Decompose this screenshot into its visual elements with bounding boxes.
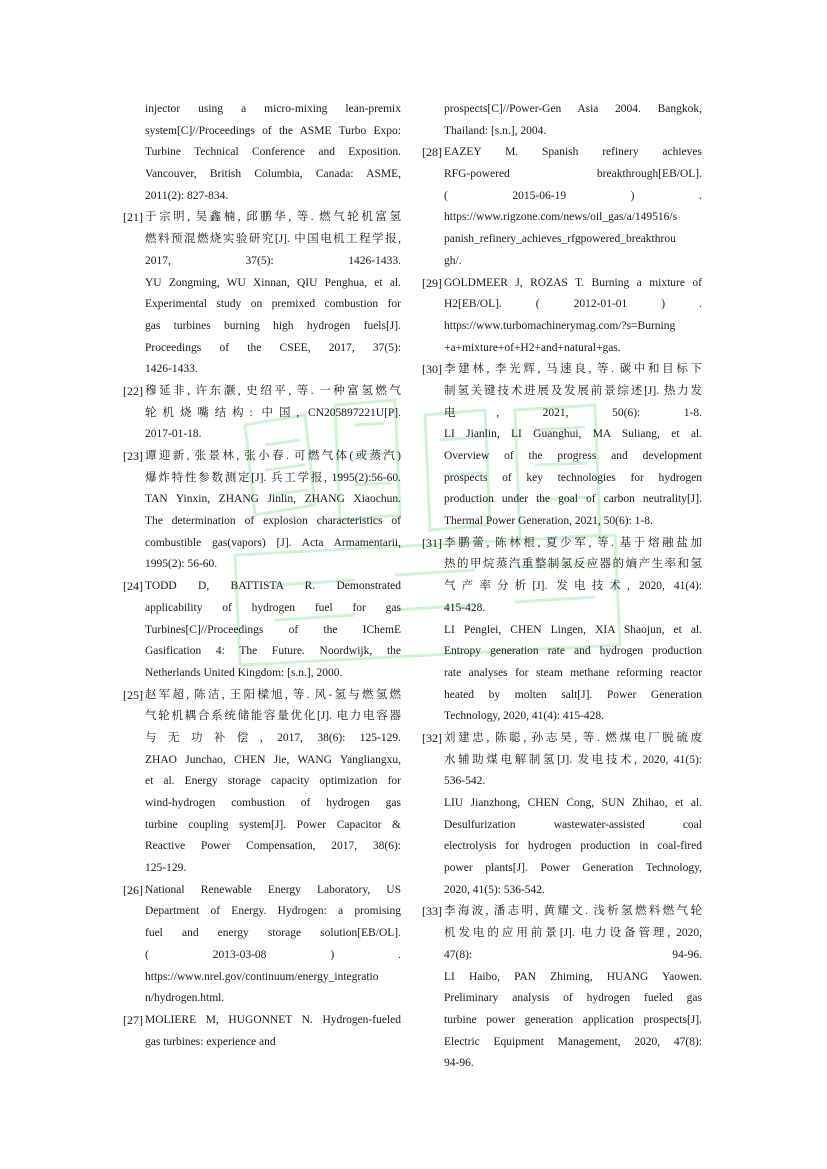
reference-line: 电, 2021, 50(6): 1-8.: [444, 406, 702, 419]
reference-line: Turbine Technical Conference and Exposition.: [145, 146, 401, 159]
reference-line: 水辅助煤电解制氢[J]. 发电技术, 2020, 41(5):: [444, 753, 702, 766]
reference-line: wind-hydrogen combustion of hydrogen gas: [145, 797, 401, 809]
reference-line: Gasification 4: The Future. Noordwijk, the: [145, 645, 401, 658]
reference-line: 94-96.: [444, 1057, 474, 1070]
reference-number: [27]: [123, 1012, 143, 1027]
reference-line: 李海波, 潘志明, 黄耀文. 浅析氢燃料燃气轮: [444, 905, 702, 918]
reference-line: turbine power generation application prospects[J].: [444, 1013, 702, 1026]
reference-line: 1426-1433.: [145, 363, 198, 376]
reference-entry: [123, 576, 401, 684]
reference-line: Turbines[C]//Proceedings of the IChemE: [145, 623, 401, 636]
reference-entry: [422, 901, 702, 1075]
reference-line: ZHAO Junchao, CHEN Jie, WANG Yangliangxu,: [145, 753, 401, 766]
reference-line: 刘建忠, 陈聪, 孙志昊, 等. 燃煤电厂脱硫废: [444, 731, 702, 744]
reference-entry: [123, 381, 401, 446]
reference-line: electrolysis for hydrogen production in coal-fired: [444, 840, 702, 853]
reference-entry: [444, 99, 702, 142]
reference-number: [28]: [422, 145, 442, 160]
reference-entry: [422, 142, 702, 272]
reference-entry: [422, 273, 702, 360]
reference-line: power plants[J]. Power Generation Technology,: [444, 862, 702, 875]
reference-line[interactable]: https://www.nrel.gov/continuum/energy_integratio: [145, 970, 379, 983]
reference-number: [29]: [422, 275, 442, 290]
reference-line: TODD D, BATTISTA R. Demonstrated: [145, 580, 401, 593]
reference-line: 415-428.: [444, 601, 486, 614]
reference-line: 李建林, 李光辉, 马速良, 等. 碳中和目标下: [444, 363, 702, 376]
reference-line: combustible gas(vapors) [J]. Acta Armamentarii,: [145, 536, 401, 549]
reference-line: 机发电的应用前景[J]. 电力设备管理, 2020,: [444, 927, 702, 940]
reference-number: [32]: [422, 730, 442, 745]
reference-line: LI Haibo, PAN Zhiming, HUANG Yaowen.: [444, 970, 702, 983]
left-column: [123, 99, 401, 1053]
reference-line: LIU Jianzhong, CHEN Cong, SUN Zhihao, et al.: [444, 797, 702, 809]
reference-number: [33]: [422, 904, 442, 919]
reference-entry: [422, 359, 702, 533]
reference-line: 2011(2): 827-834.: [145, 189, 229, 202]
reference-entry: [422, 728, 702, 902]
reference-line: 谭迎新, 张景林, 张小春. 可燃气体(或蒸汽): [145, 450, 401, 462]
reference-line: 热的甲烷蒸汽重整制氢反应器的熵产生率和氢: [444, 558, 702, 571]
reference-line: Thermal Power Generation, 2021, 50(6): 1-8.: [444, 515, 653, 528]
reference-line: gas turbines: experience and: [145, 1035, 276, 1048]
reference-line: 李鹏蕾, 陈林根, 夏少军, 等. 基于熔融盐加: [444, 536, 702, 549]
reference-line: 2017, 37(5): 1426-1433.: [145, 254, 401, 267]
reference-line: EAZEY M. Spanish refinery achieves: [444, 146, 702, 159]
reference-line: turbine coupling system[J]. Power Capacitor &: [145, 818, 401, 831]
reference-line: Entropy generation rate and hydrogen production: [444, 645, 702, 658]
reference-number: [26]: [123, 882, 143, 897]
reference-line: Overview of the progress and development: [444, 450, 702, 462]
reference-line: Desulfurization wastewater-assisted coal: [444, 818, 702, 831]
reference-entry: [422, 533, 702, 728]
reference-line: prospects of key technologies for hydrogen: [444, 471, 702, 484]
reference-line: TAN Yinxin, ZHANG Jinlin, ZHANG Xiaochun.: [145, 493, 401, 506]
reference-line: ( 2013-03-08 ) .: [145, 948, 401, 961]
reference-line: 于宗明, 吴鑫楠, 邱鹏华, 等. 燃气轮机富氢: [145, 211, 401, 224]
reference-line: Proceedings of the CSEE, 2017, 37(5):: [145, 341, 401, 354]
reference-line: National Renewable Energy Laboratory, US: [145, 883, 401, 896]
reference-line: LI Penglei, CHEN Lingen, XIA Shaojun, et al.: [444, 623, 702, 636]
reference-line: 125-129.: [145, 862, 187, 875]
reference-line: gas turbines burning high hydrogen fuels[J].: [145, 319, 401, 332]
reference-line: 2020, 41(5): 536-542.: [444, 883, 545, 896]
reference-line: n/hydrogen.html.: [145, 992, 225, 1005]
reference-line: Technology, 2020, 41(4): 415-428.: [444, 710, 605, 723]
reference-line: injector using a micro-mixing lean-premix: [145, 103, 401, 115]
reference-entry: [123, 446, 401, 576]
reference-number: [22]: [123, 383, 143, 398]
reference-line: Electric Equipment Management, 2020, 47(8):: [444, 1035, 702, 1048]
reference-line: production under the goal of carbon neutrality[J].: [444, 493, 702, 506]
reference-line: Vancouver, British Columbia, Canada: ASME,: [145, 168, 401, 181]
reference-line: Experimental study on premixed combustion for: [145, 298, 401, 311]
reference-line: 穆延非, 许东灏, 史绍平, 等. 一种富氢燃气: [145, 384, 401, 397]
reference-entry: [145, 99, 401, 207]
reference-entry: [123, 207, 401, 381]
reference-number: [23]: [123, 449, 143, 463]
reference-line: gh/.: [444, 254, 462, 267]
reference-number: [21]: [123, 210, 143, 225]
reference-line[interactable]: https://www.turbomachinerymag.com/?s=Burning: [444, 319, 676, 332]
reference-line: ( 2015-06-19 ) .: [444, 189, 702, 202]
reference-entry: [123, 880, 401, 1010]
reference-line: prospects[C]//Power-Gen Asia 2004. Bangkok,: [444, 103, 702, 115]
reference-line: 爆炸特性参数测定[J]. 兵工学报, 1995(2):56-60.: [145, 471, 401, 484]
reference-line: LI Jianlin, LI Guanghui, MA Suliang, et al.: [444, 428, 702, 441]
reference-line: et al. Energy storage capacity optimization for: [145, 775, 401, 788]
reference-line: 燃料预混燃烧实验研究[J]. 中国电机工程学报,: [145, 233, 401, 246]
reference-line: 气轮机耦合系统储能容量优化[J]. 电力电容器: [145, 710, 401, 723]
reference-line: The determination of explosion characteristics of: [145, 515, 401, 528]
reference-line: panish_refinery_achieves_rfgpowered_breakthrou: [444, 233, 676, 246]
reference-number: [25]: [123, 687, 143, 702]
reference-line: Netherlands United Kingdom: [s.n.], 2000.: [145, 666, 343, 679]
reference-line: 47(8): 94-96.: [444, 948, 702, 961]
reference-line: 制氢关键技术进展及发展前景综述[J]. 热力发: [444, 384, 702, 397]
reference-line: +a+mixture+of+H2+and+natural+gas.: [444, 341, 621, 354]
reference-number: [24]: [123, 579, 143, 594]
reference-line: Department of Energy. Hydrogen: a promising: [145, 905, 401, 918]
reference-line: Preliminary analysis of hydrogen fueled gas: [444, 992, 702, 1005]
reference-line: heated by molten salt[J]. Power Generation: [444, 688, 702, 701]
reference-line: 轮机烧嘴结构: 中国, CN205897221U[P].: [145, 406, 401, 419]
reference-number: [31]: [422, 535, 442, 550]
reference-entry: [123, 685, 401, 880]
reference-line: 气产率分析[J]. 发电技术, 2020, 41(4):: [444, 580, 702, 593]
reference-line: GOLDMEER J, ROZAS T. Burning a mixture of: [444, 276, 702, 289]
reference-line: 2017-01-18.: [145, 428, 202, 441]
reference-line: Thailand: [s.n.], 2004.: [444, 124, 547, 137]
reference-line: system[C]//Proceedings of the ASME Turbo Expo:: [145, 124, 401, 137]
reference-line: RFG-powered breakthrough[EB/OL].: [444, 168, 702, 181]
reference-line: YU Zongming, WU Xinnan, QIU Penghua, et al.: [145, 276, 401, 289]
reference-line: 赵军超, 陈洁, 王阳樑旭, 等. 风-氢与燃氢燃: [145, 688, 401, 701]
reference-line: H2[EB/OL]. ( 2012-01-01 ) .: [444, 298, 702, 311]
reference-line[interactable]: https://www.rigzone.com/news/oil_gas/a/149516/s: [444, 211, 678, 224]
reference-line: 与无功补偿, 2017, 38(6): 125-129.: [145, 731, 401, 744]
right-column: [422, 99, 702, 1075]
reference-line: Reactive Power Compensation, 2017, 38(6):: [145, 840, 401, 853]
reference-line: 1995(2): 56-60.: [145, 558, 218, 571]
reference-number: [30]: [422, 362, 442, 377]
reference-line: applicability of hydrogen fuel for gas: [145, 601, 401, 614]
reference-line: rate analyses for steam methane reforming reactor: [444, 666, 702, 679]
reference-entry: [123, 1010, 401, 1053]
reference-line: MOLIERE M, HUGONNET N. Hydrogen-fueled: [145, 1013, 401, 1026]
reference-line: 536-542.: [444, 775, 486, 788]
reference-line: fuel and energy storage solution[EB/OL].: [145, 927, 401, 940]
